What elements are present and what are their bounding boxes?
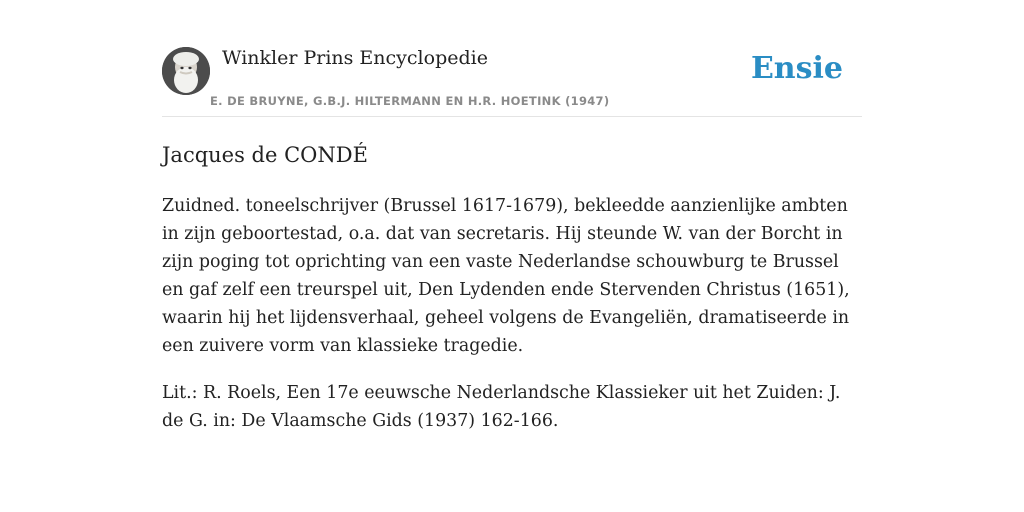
page-header bbox=[162, 46, 862, 117]
authors-line: E. DE BRUYNE, G.B.J. HILTERMANN EN H.R. HOETINK (1947) bbox=[210, 94, 610, 108]
author-portrait-icon[interactable] bbox=[162, 47, 210, 95]
literature-paragraph: Lit.: R. Roels, Een 17e eeuwsche Nederlandsche Klassieker uit het Zuiden: J. de G. in: De Vlaamsche Gids (1937) 162-166. bbox=[162, 383, 841, 431]
article-title: Jacques de CONDÉ bbox=[162, 143, 368, 167]
portrait-image bbox=[162, 47, 210, 95]
article-body-paragraph: Zuidned. toneelschrijver (Brussel 1617-1679), bekleedde aanzienlijke ambten in zijn geboortestad, o.a. dat van secretaris. Hij steunde W. van der Borcht in zijn poging tot oprichting van een vaste Nederlandse schouwburg te Brussel en gaf zelf een treurspel uit, Den Lydenden ende Stervenden Christus (1651), waarin hij het lijdensverhaal, geheel volgens de Evangeliën, dramatiseerde in een zuivere vorm van klassieke tragedie. bbox=[162, 196, 850, 356]
ensie-logo[interactable]: Ensie bbox=[750, 51, 843, 86]
article bbox=[162, 140, 862, 435]
encyclopedia-title[interactable]: Winkler Prins Encyclopedie bbox=[222, 47, 488, 69]
